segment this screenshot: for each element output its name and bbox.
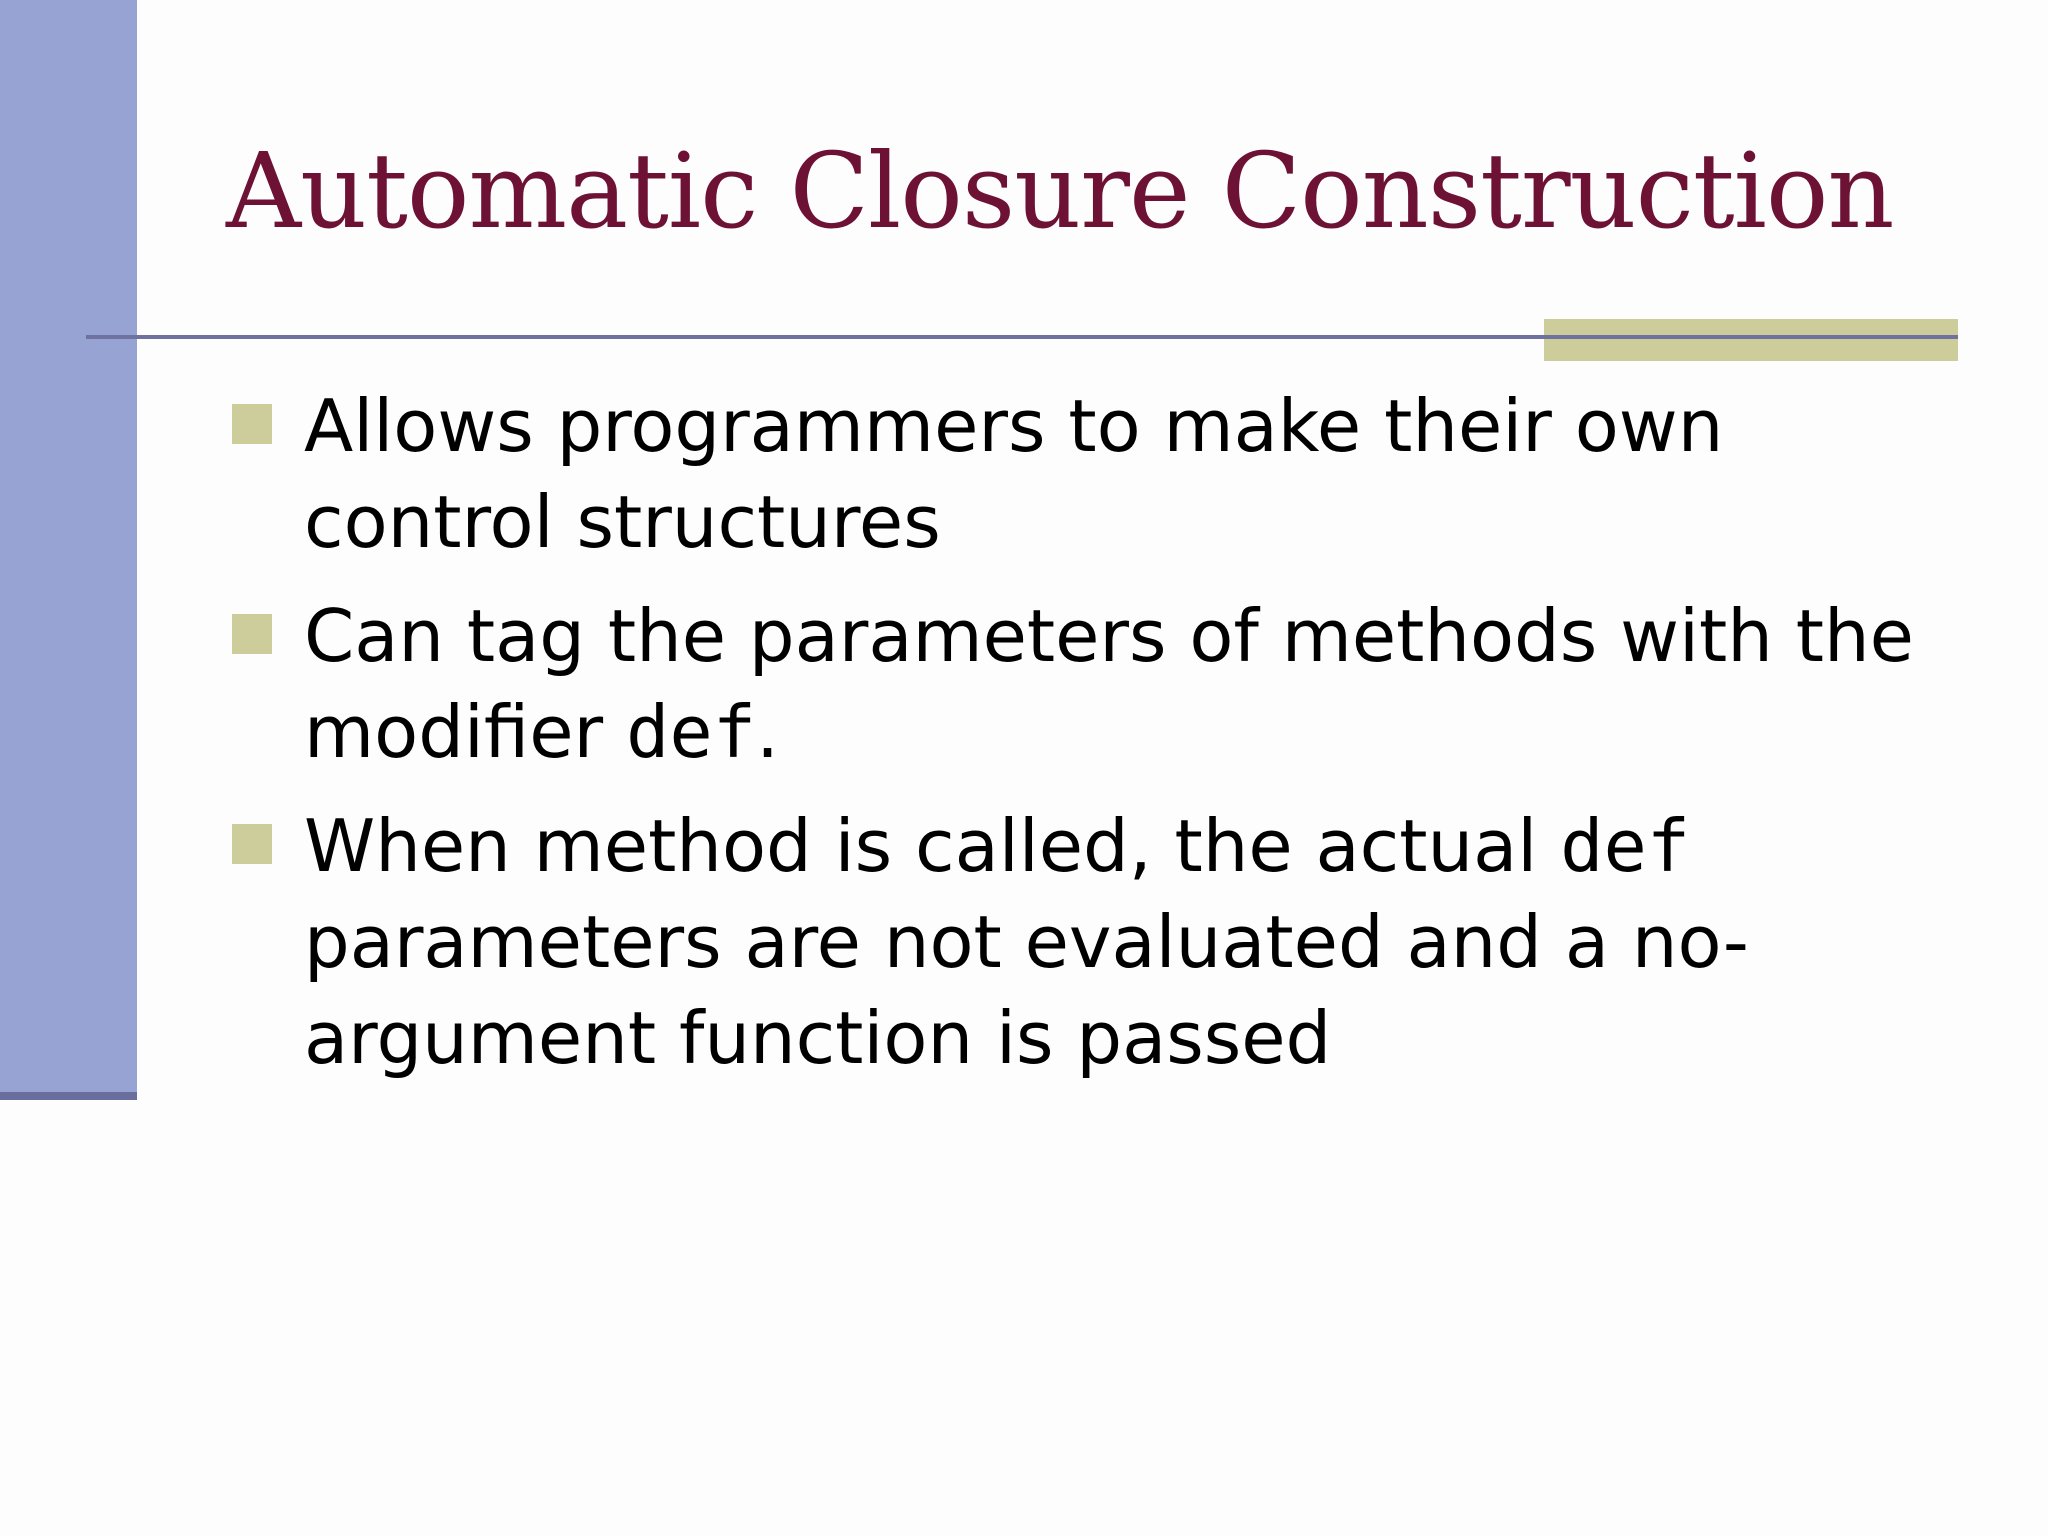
bullet-item: [232, 588, 1932, 780]
side-bar-decoration: [0, 0, 137, 1098]
accent-bar-line: [1544, 335, 1958, 339]
accent-bar: [1544, 319, 1958, 361]
bullet-text: Allows programmers to make their own control structures: [304, 384, 1724, 564]
bullet-text-end: .: [756, 690, 779, 774]
bullet-list: [232, 378, 1932, 1104]
bullet-item: [232, 378, 1932, 570]
bullet-text: Can tag the parameters of methods with the modifier: [304, 594, 1914, 774]
bullet-item: [232, 798, 1932, 1086]
square-bullet-icon: [232, 824, 272, 864]
code-keyword: def: [626, 690, 757, 774]
slide-title: Automatic Closure Construction: [226, 130, 1894, 252]
square-bullet-icon: [232, 404, 272, 444]
square-bullet-icon: [232, 614, 272, 654]
bullet-text-end: parameters are not evaluated and a no-argument function is passed: [304, 900, 1749, 1080]
bullet-text: When method is called, the actual: [304, 804, 1561, 888]
side-bar-shadow: [0, 1092, 137, 1100]
code-keyword: def: [1560, 804, 1691, 888]
